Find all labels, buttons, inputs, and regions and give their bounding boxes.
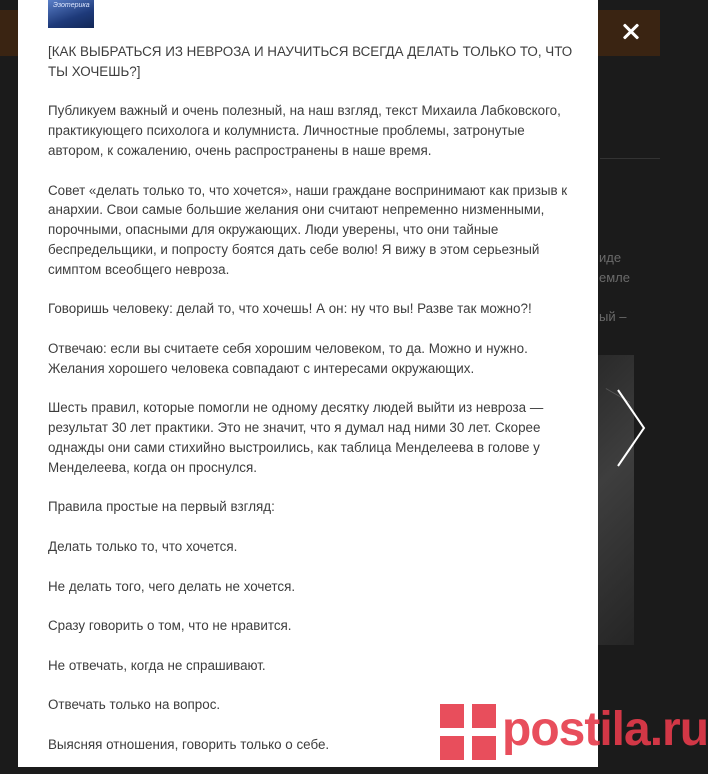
rule-item: Делать только то, что хочется. (48, 538, 238, 554)
post-paragraph: Публикуем важный и очень полезный, на наш взгляд, текст Михаила Лабковского, практикующего психолога и колумниста. Личностные проблемы, затронутые автором, к сожалению, очень распространены в наше время. (48, 103, 561, 158)
post-paragraph: Отвечаю: если вы считаете себя хорошим человеком, то да. Можно и нужно. Желания хорошего человека совпадают с интересами окружающих. (48, 340, 528, 376)
rule-item: Отвечать только на вопрос. (48, 697, 221, 713)
next-post-button[interactable] (612, 388, 652, 468)
rule-item: Сразу говорить о том, что не нравится. (48, 618, 292, 634)
background-divider (600, 158, 660, 159)
post-paragraph: Правила простые на первый взгляд: (48, 499, 275, 515)
author-avatar-label: Эзотерика (53, 2, 90, 9)
post-paragraph: Говоришь человеку: делай то, что хочешь! А он: ну что вы! Разве так можно?! (48, 301, 532, 317)
watermark-text: postila.ru (502, 703, 708, 756)
post-modal (18, 0, 598, 767)
author-avatar[interactable] (48, 0, 94, 28)
background-text-fragment: иде (599, 250, 622, 265)
chevron-right-icon (612, 388, 652, 468)
background-text-fragment: емле (599, 270, 630, 285)
background-text-fragment: ый – (599, 309, 627, 324)
post-title: [КАК ВЫБРАТЬСЯ ИЗ НЕВРОЗА И НАУЧИТЬСЯ ВСЕГДА ДЕЛАТЬ ТОЛЬКО ТО, ЧТО ТЫ ХОЧЕШЬ?] (48, 44, 573, 79)
close-button[interactable] (618, 19, 644, 45)
rule-item: Выясняя отношения, говорить только о себе. (48, 736, 330, 752)
post-paragraph: Совет «делать только то, что хочется», наши граждане воспринимают как призыв к анархии. Свои самые большие желания они считают непременно низменными, порочными, опасными для окружающих. Люди уверены, что они тайные беспредельщики, и попросту боятся дать себе волю! Я вижу в этом серьезный симптом всеобщего невроза. (48, 182, 568, 277)
post-paragraph: Шесть правил, которые помогли не одному десятку людей выйти из невроза — результат 30 лет практики. Это не значит, что я думал над ними 30 лет. Скорее однажды они сами стихийно выстроились, как таблица Менделеева в голове у Менделеева, когда он проснулся. (48, 400, 544, 475)
rule-item: Не делать того, чего делать не хочется. (48, 578, 296, 594)
rule-item: Не отвечать, когда не спрашивают. (48, 657, 266, 673)
postila-watermark (436, 700, 708, 767)
postila-logo-icon (440, 704, 496, 760)
post-text (48, 42, 576, 774)
